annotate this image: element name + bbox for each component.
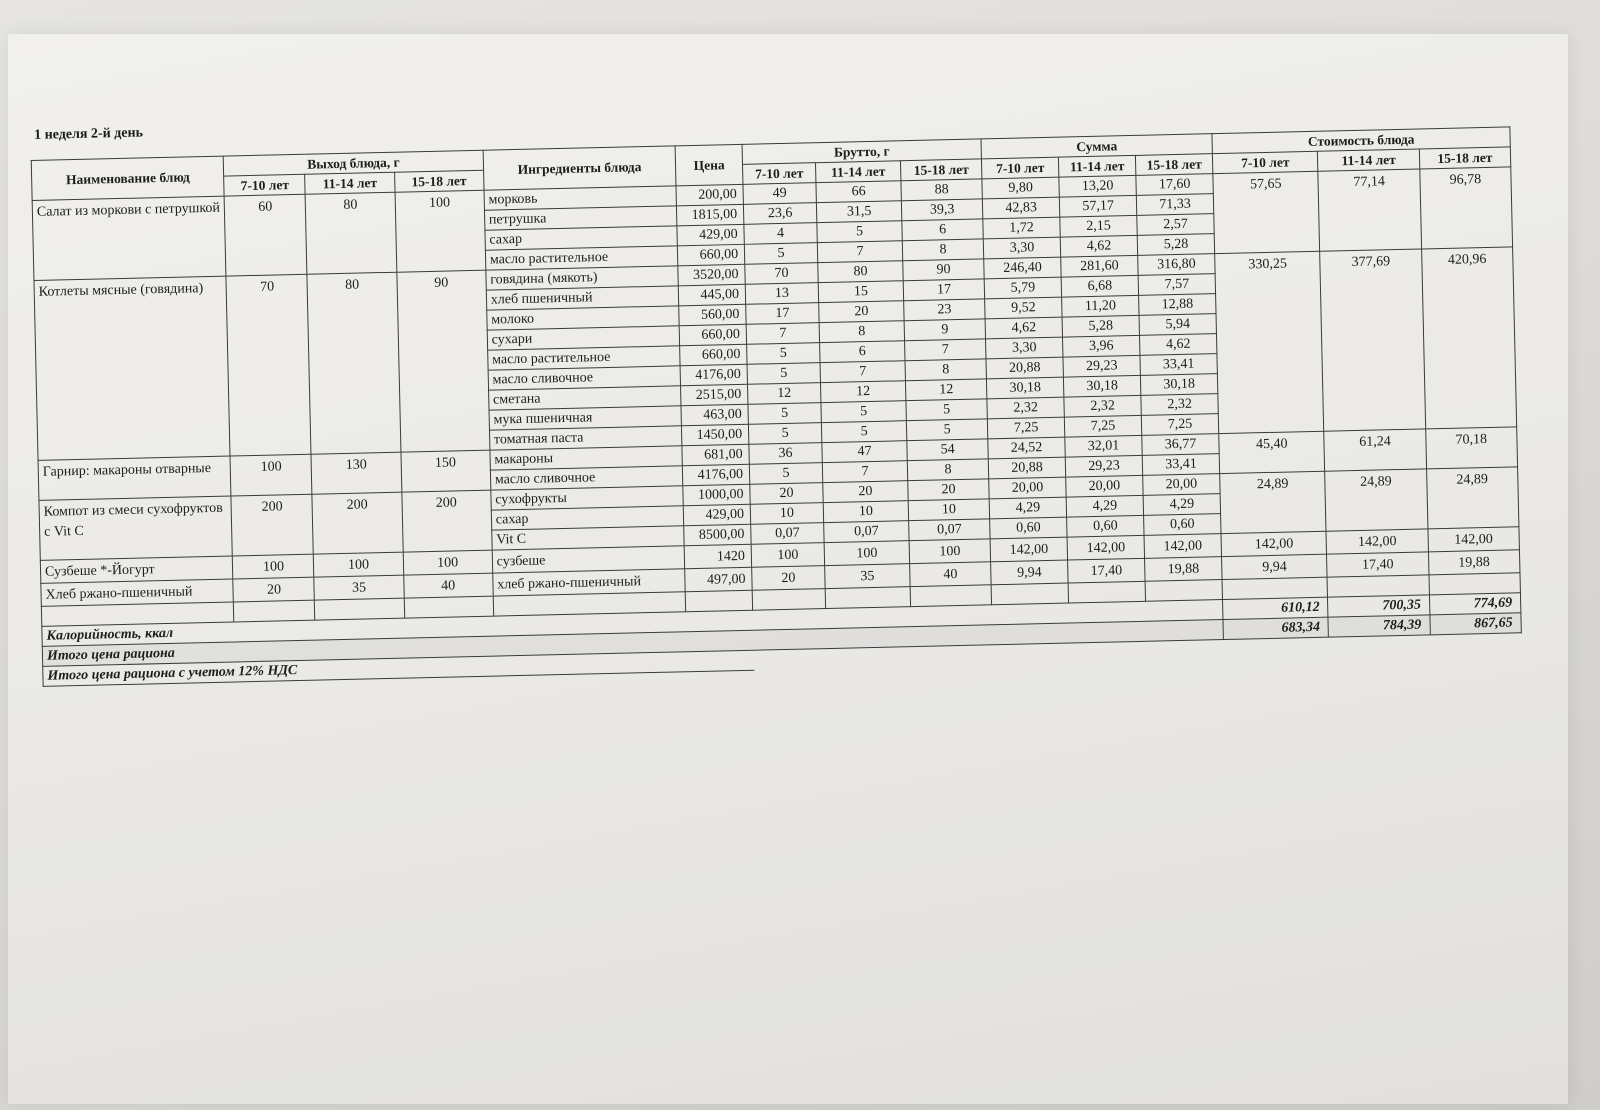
ingredient-price: 497,00 <box>685 567 752 592</box>
empty-cell <box>910 585 991 607</box>
sum-value-3: 33,41 <box>1142 454 1219 476</box>
header-brutto-age-1: 7-10 лет <box>743 163 816 185</box>
brutto-value-1: 0,07 <box>751 523 824 545</box>
empty-cell <box>752 589 825 611</box>
ingredient-name: сухофрукты <box>491 486 684 510</box>
brutto-value-3: 10 <box>908 499 989 521</box>
sum-value-3: 7,25 <box>1141 414 1218 436</box>
header-cost-age-3: 15-18 лет <box>1419 147 1511 169</box>
sum-value-3: 7,57 <box>1138 274 1215 296</box>
brutto-value-1: 49 <box>743 183 816 205</box>
sum-value-3: 36,77 <box>1142 434 1219 456</box>
sum-value-3: 5,28 <box>1137 234 1214 256</box>
brutto-value-3: 17 <box>903 279 984 301</box>
dish-yield-1: 60 <box>225 194 308 276</box>
sum-value-1: 1,72 <box>983 217 1060 239</box>
sum-value-2: 57,17 <box>1059 195 1136 217</box>
brutto-value-1: 17 <box>746 303 819 325</box>
dish-name: Котлеты мясные (говядина) <box>34 276 230 460</box>
sum-value-1: 4,62 <box>985 317 1062 339</box>
dish-yield-3: 90 <box>396 270 489 452</box>
total-price-vat-1: 683,34 <box>1223 617 1329 639</box>
dish-yield-2: 35 <box>314 575 404 600</box>
brutto-value-2: 80 <box>818 261 904 283</box>
empty-cell <box>991 583 1068 605</box>
sum-value-3: 0,60 <box>1144 514 1221 536</box>
ingredient-name: сахар <box>491 506 684 530</box>
brutto-value-1: 12 <box>748 383 821 405</box>
ingredient-name: молоко <box>487 306 680 330</box>
dish-cost-2: 77,14 <box>1318 169 1421 251</box>
brutto-value-2: 15 <box>818 281 904 303</box>
ingredient-price: 681,00 <box>682 444 749 466</box>
sum-value-2: 11,20 <box>1062 295 1139 317</box>
header-sum-age-3: 15-18 лет <box>1135 154 1212 176</box>
menu-cost-table <box>31 126 1523 686</box>
empty-cell <box>1429 573 1521 595</box>
sum-value-2: 2,15 <box>1060 215 1137 237</box>
sum-value-2: 6,68 <box>1061 275 1138 297</box>
brutto-value-2: 8 <box>819 321 905 343</box>
ingredient-price: 429,00 <box>683 504 750 526</box>
sum-value-1: 20,88 <box>988 457 1065 479</box>
brutto-value-1: 5 <box>747 343 820 365</box>
sum-value-3: 142,00 <box>1144 534 1222 559</box>
dish-name: Компот из смеси сухофруктов с Vit C <box>39 496 233 560</box>
brutto-value-3: 8 <box>902 239 983 261</box>
brutto-value-2: 6 <box>820 341 906 363</box>
header-yield: Выход блюда, г <box>224 150 484 176</box>
dish-cost-1: 142,00 <box>1221 531 1327 556</box>
sum-value-2: 4,29 <box>1066 495 1143 517</box>
ingredient-name: говядина (мякоть) <box>486 266 679 290</box>
brutto-value-2: 7 <box>822 461 908 483</box>
sum-value-1: 4,29 <box>989 497 1066 519</box>
brutto-value-1: 5 <box>747 363 820 385</box>
sum-value-3: 17,60 <box>1136 174 1213 196</box>
ingredient-price: 2515,00 <box>681 384 748 406</box>
ingredient-price: 463,00 <box>681 404 748 426</box>
sum-value-3: 316,80 <box>1138 254 1215 276</box>
dish-cost-3: 70,18 <box>1425 427 1517 469</box>
dish-cost-1: 57,65 <box>1213 171 1320 253</box>
sum-value-2: 13,20 <box>1059 175 1136 197</box>
ingredient-price: 660,00 <box>678 244 745 266</box>
ingredient-name: сузбеше <box>492 546 685 573</box>
brutto-value-2: 20 <box>823 481 909 503</box>
dish-cost-2: 377,69 <box>1320 249 1425 431</box>
header-cost: Стоимость блюда <box>1212 127 1510 154</box>
total-price-vat-2: 784,39 <box>1328 615 1430 637</box>
sum-value-1: 2,32 <box>987 397 1064 419</box>
dish-cost-1: 45,40 <box>1219 431 1325 473</box>
sum-value-2: 20,00 <box>1066 475 1143 497</box>
ingredient-name: макароны <box>490 446 683 470</box>
header-cost-age-2: 11-14 лет <box>1318 149 1420 171</box>
brutto-value-3: 9 <box>904 319 985 341</box>
sum-value-2: 4,62 <box>1060 235 1137 257</box>
brutto-value-1: 10 <box>750 503 823 525</box>
header-sum-age-2: 11-14 лет <box>1059 155 1136 177</box>
sum-value-1: 246,40 <box>984 257 1061 279</box>
header-price: Цена <box>675 144 743 186</box>
dish-yield-3: 150 <box>401 450 491 492</box>
brutto-value-1: 70 <box>745 263 818 285</box>
brutto-value-1: 23,6 <box>743 203 816 225</box>
sum-value-3: 5,94 <box>1139 314 1216 336</box>
total-price-2: 700,35 <box>1328 595 1430 617</box>
dish-yield-3: 100 <box>403 550 493 575</box>
sum-value-1: 42,83 <box>982 197 1059 219</box>
sum-value-1: 5,79 <box>984 277 1061 299</box>
empty-cell <box>1145 580 1222 602</box>
brutto-value-1: 5 <box>749 463 822 485</box>
total-label: Итого цена рациона <box>42 620 1223 667</box>
brutto-value-2: 10 <box>823 501 909 523</box>
sum-value-1: 3,30 <box>986 337 1063 359</box>
sum-value-2: 0,60 <box>1067 515 1144 537</box>
empty-cell <box>1327 575 1429 597</box>
ingredient-name: Vit C <box>492 526 685 550</box>
brutto-value-3: 0,07 <box>909 519 990 541</box>
header-brutto-age-2: 11-14 лет <box>815 161 901 183</box>
sum-value-1: 3,30 <box>983 237 1060 259</box>
brutto-value-2: 5 <box>821 421 907 443</box>
ingredient-price: 1420 <box>684 544 751 569</box>
ingredient-price: 660,00 <box>679 324 746 346</box>
sum-value-3: 4,29 <box>1143 494 1220 516</box>
sum-value-2: 3,96 <box>1063 335 1140 357</box>
dish-cost-1: 9,94 <box>1222 554 1328 579</box>
sum-value-3: 30,18 <box>1140 374 1217 396</box>
header-cost-age-1: 7-10 лет <box>1212 151 1318 173</box>
dish-yield-2: 200 <box>312 492 402 554</box>
sum-value-1: 20,88 <box>986 357 1063 379</box>
brutto-value-3: 54 <box>907 439 988 461</box>
ingredient-price: 200,00 <box>676 184 743 206</box>
ingredient-price: 429,00 <box>677 224 744 246</box>
brutto-value-2: 35 <box>825 564 911 589</box>
sum-value-2: 142,00 <box>1067 535 1144 560</box>
empty-cell <box>825 587 911 609</box>
dish-name: Хлеб ржано-пшеничный <box>41 579 234 606</box>
ingredient-name: масло сливочное <box>488 366 681 390</box>
header-yield-age-1: 7-10 лет <box>224 174 305 196</box>
ingredient-price: 3520,00 <box>678 264 745 286</box>
sum-value-2: 7,25 <box>1064 415 1141 437</box>
empty-cell <box>1068 581 1145 603</box>
header-dish: Наименование блюд <box>31 156 224 200</box>
ingredient-price: 1450,00 <box>682 424 749 446</box>
sum-value-2: 29,23 <box>1063 355 1140 377</box>
brutto-value-3: 12 <box>906 379 987 401</box>
dish-cost-2: 17,40 <box>1327 552 1429 577</box>
sum-value-2: 5,28 <box>1062 315 1139 337</box>
ingredient-name: мука пшеничная <box>489 406 682 430</box>
ingredient-name: хлеб ржано-пшеничный <box>492 569 685 596</box>
ingredient-price: 660,00 <box>680 344 747 366</box>
brutto-value-1: 13 <box>745 283 818 305</box>
dish-yield-1: 100 <box>233 554 315 579</box>
sum-value-2: 30,18 <box>1063 375 1140 397</box>
brutto-value-2: 31,5 <box>816 201 902 223</box>
brutto-value-3: 6 <box>902 219 983 241</box>
calories-label: Калорийность, ккал <box>42 600 1223 647</box>
sum-value-1: 142,00 <box>990 537 1067 562</box>
ingredient-name: масло растительное <box>485 246 678 270</box>
sum-value-1: 0,60 <box>990 517 1067 539</box>
ingredient-name: томатная паста <box>489 426 682 450</box>
sum-value-3: 71,33 <box>1136 194 1213 216</box>
ingredient-price: 4176,00 <box>683 464 750 486</box>
brutto-value-3: 40 <box>910 562 992 587</box>
ingredient-price: 8500,00 <box>684 524 751 546</box>
brutto-value-1: 7 <box>746 323 819 345</box>
dish-cost-3: 19,88 <box>1428 550 1520 575</box>
total-price-3: 774,69 <box>1429 593 1521 615</box>
header-brutto-age-3: 15-18 лет <box>901 159 982 181</box>
dish-yield-1: 100 <box>230 454 312 496</box>
dish-yield-1: 20 <box>233 577 315 602</box>
sum-value-3: 19,88 <box>1145 557 1223 582</box>
ingredient-name: хлеб пшеничный <box>486 286 679 310</box>
empty-cell <box>1222 577 1328 599</box>
dish-yield-1: 70 <box>226 274 311 456</box>
dish-cost-2: 24,89 <box>1325 469 1428 531</box>
ingredient-name: сухари <box>487 326 680 350</box>
sum-value-1: 20,00 <box>989 477 1066 499</box>
brutto-value-1: 36 <box>749 443 822 465</box>
brutto-value-1: 20 <box>752 566 825 591</box>
brutto-value-1: 100 <box>751 543 824 568</box>
ingredient-name: сахар <box>485 226 678 250</box>
dish-yield-2: 130 <box>311 452 401 494</box>
dish-cost-2: 142,00 <box>1326 529 1428 554</box>
brutto-value-2: 12 <box>820 381 906 403</box>
dish-yield-3: 100 <box>395 190 486 272</box>
brutto-value-3: 8 <box>905 359 986 381</box>
brutto-value-2: 66 <box>816 181 902 203</box>
brutto-value-2: 5 <box>817 221 903 243</box>
header-yield-age-2: 11-14 лет <box>305 172 395 194</box>
empty-cell <box>234 600 315 622</box>
sum-value-3: 4,62 <box>1140 334 1217 356</box>
ingredient-name: масло сливочное <box>490 466 683 490</box>
header-sum: Сумма <box>981 134 1212 159</box>
document-title: 1 неделя 2-й день <box>33 125 144 143</box>
brutto-value-3: 23 <box>904 299 985 321</box>
brutto-value-1: 20 <box>750 483 823 505</box>
brutto-value-2: 7 <box>820 361 906 383</box>
brutto-value-1: 4 <box>744 223 817 245</box>
brutto-value-1: 5 <box>748 423 821 445</box>
total-vat-label: Итого цена рациона с учетом 12% НДС <box>43 650 754 686</box>
dish-name: Сузбеше *-Йогурт <box>40 556 233 583</box>
brutto-value-2: 0,07 <box>824 521 910 543</box>
sum-value-1: 24,52 <box>988 437 1065 459</box>
brutto-value-2: 5 <box>821 401 907 423</box>
ingredient-name: сметана <box>488 386 681 410</box>
document-content <box>30 94 1522 686</box>
sum-value-3: 33,41 <box>1140 354 1217 376</box>
dish-yield-2: 80 <box>306 192 397 274</box>
dish-name: Салат из моркови с петрушкой <box>32 196 226 280</box>
header-brutto: Брутто, г <box>742 139 981 164</box>
ingredient-name: петрушка <box>484 206 677 230</box>
brutto-value-2: 7 <box>817 241 903 263</box>
ingredient-price: 560,00 <box>679 304 746 326</box>
ingredient-name: масло растительное <box>487 346 680 370</box>
dish-cost-3: 420,96 <box>1421 247 1516 429</box>
brutto-value-3: 20 <box>908 479 989 501</box>
empty-cell <box>315 598 405 620</box>
brutto-value-3: 5 <box>906 399 987 421</box>
sum-value-2: 281,60 <box>1061 255 1138 277</box>
sum-value-3: 20,00 <box>1143 474 1220 496</box>
dish-cost-2: 61,24 <box>1324 429 1426 471</box>
brutto-value-2: 100 <box>824 541 910 566</box>
brutto-value-2: 20 <box>819 301 905 323</box>
sum-value-1: 9,94 <box>991 560 1068 585</box>
sum-value-2: 17,40 <box>1068 558 1145 583</box>
brutto-value-3: 8 <box>907 459 988 481</box>
sum-value-1: 7,25 <box>987 417 1064 439</box>
brutto-value-1: 5 <box>744 243 817 265</box>
dish-yield-3: 200 <box>401 490 491 552</box>
dish-cost-3: 24,89 <box>1426 467 1519 529</box>
sum-value-1: 9,80 <box>982 177 1059 199</box>
dish-yield-3: 40 <box>403 573 493 598</box>
brutto-value-2: 47 <box>822 441 908 463</box>
dish-name: Гарнир: макароны отварные <box>38 456 231 500</box>
total-price-vat-3: 867,65 <box>1430 613 1522 635</box>
header-sum-age-1: 7-10 лет <box>982 157 1059 179</box>
brutto-value-3: 39,3 <box>901 199 982 221</box>
brutto-value-1: 5 <box>748 403 821 425</box>
dish-yield-2: 80 <box>307 272 400 454</box>
dish-yield-1: 200 <box>231 494 313 556</box>
sum-value-3: 2,57 <box>1137 214 1214 236</box>
sum-value-1: 30,18 <box>987 377 1064 399</box>
brutto-value-3: 5 <box>906 419 987 441</box>
total-price-1: 610,12 <box>1223 597 1329 619</box>
dish-cost-1: 24,89 <box>1220 471 1327 533</box>
brutto-value-3: 100 <box>909 539 991 564</box>
dish-cost-3: 142,00 <box>1428 527 1520 552</box>
dish-cost-1: 330,25 <box>1215 251 1324 433</box>
sum-value-2: 2,32 <box>1064 395 1141 417</box>
brutto-value-3: 7 <box>905 339 986 361</box>
empty-cell <box>404 596 494 618</box>
sum-value-2: 29,23 <box>1065 455 1142 477</box>
brutto-value-3: 88 <box>901 179 982 201</box>
sum-value-2: 32,01 <box>1065 435 1142 457</box>
ingredient-price: 1000,00 <box>683 484 750 506</box>
header-ingredients: Ингредиенты блюда <box>483 146 676 190</box>
header-yield-age-3: 15-18 лет <box>394 170 484 192</box>
dish-yield-2: 100 <box>314 552 404 577</box>
ingredient-price: 1815,00 <box>677 204 744 226</box>
sum-value-1: 9,52 <box>985 297 1062 319</box>
ingredient-price: 445,00 <box>678 284 745 306</box>
empty-cell <box>685 590 752 612</box>
brutto-value-3: 90 <box>903 259 984 281</box>
sum-value-3: 12,88 <box>1139 294 1216 316</box>
ingredient-price: 4176,00 <box>680 364 747 386</box>
sum-value-3: 2,32 <box>1141 394 1218 416</box>
ingredient-name: морковь <box>484 186 677 210</box>
dish-cost-3: 96,78 <box>1420 167 1513 249</box>
